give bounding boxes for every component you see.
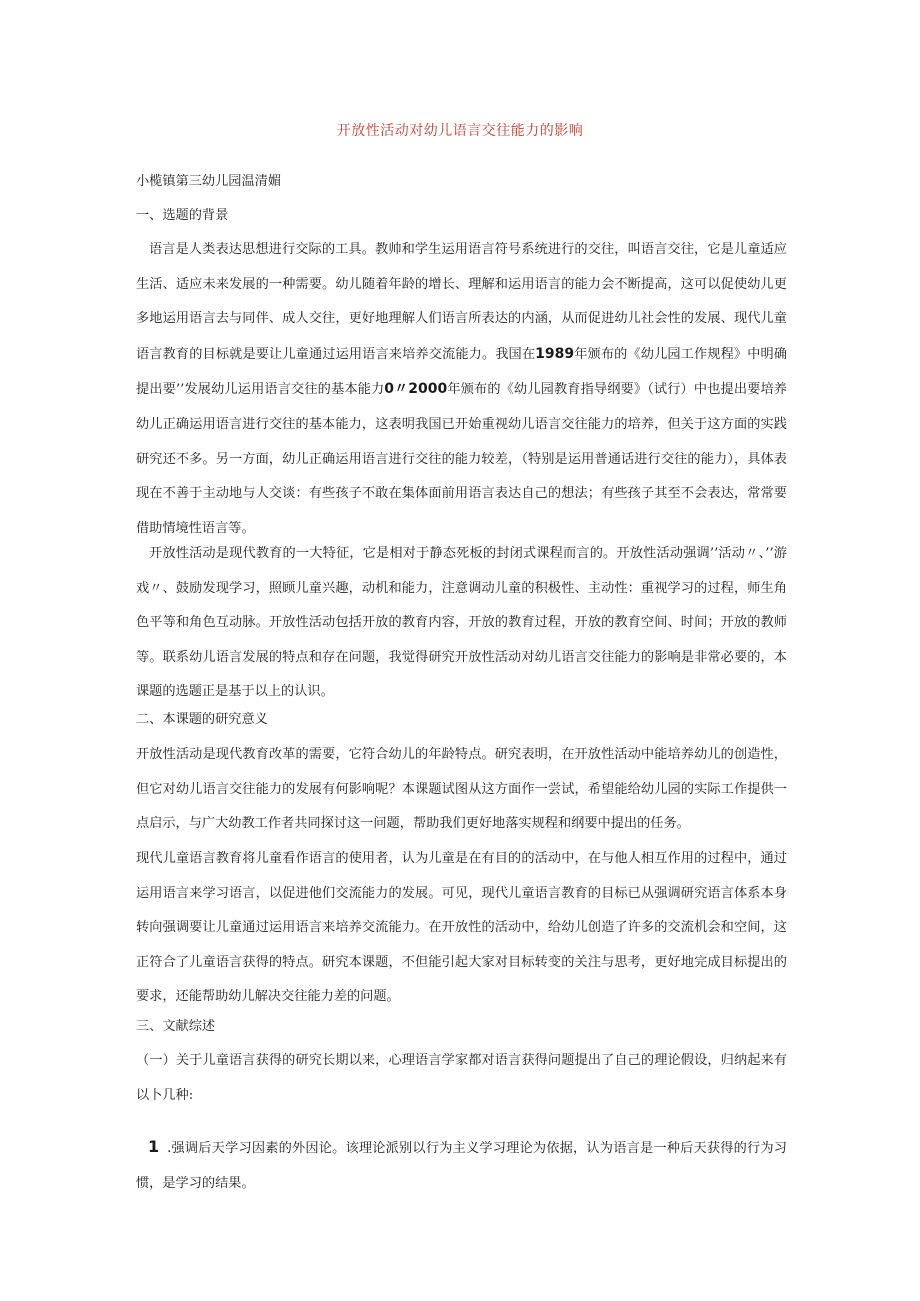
- mark-number: 0〃: [384, 381, 409, 398]
- year-number: 2000: [408, 381, 448, 398]
- paragraph-significance-1: 开放性活动是现代教育改革的需要，它符合幼儿的年龄特点。研究表明，在开放性活动中能培养幼儿的创造性，但它对幼儿语言交往能力的发展有何影响呢？本课题试图从这方面作一尝试，希望能给幼儿园的实际工作提供一点启示，与广大幼教工作者共同探讨这一问题，帮助我们更好地落实规程和纲要中提出的任务。: [136, 747, 787, 832]
- paragraph-text: 年颁布的《幼儿园教育指导纲要》（试行）中也提出要培养幼儿正确运用语言进行交往的基本能力，这表明我国已开始重视幼儿语言交往能力的培养，但关于这方面的实践研究还不多。另一方面，幼儿正确运用语言进行交往的能力较差，（特别是运用普通话进行交往的能力），具体表现在不善于主动地与人交谈：有些孩子不敢在集体面前用语言表达自己的想法；有些孩子其至不会表达，常常要借助情境性语言等。: [136, 382, 787, 536]
- list-item: [136, 1130, 787, 1201]
- paragraph-text: 年颁布的《幼儿园工作规程》中明确提出要’’发展幼儿运用语言交往的基本能力: [136, 346, 788, 398]
- list-item-number: 1: [148, 1137, 160, 1156]
- paragraph-background-2: 开放性活动是现代教育的一大特征，它是相对于静态死板的封闭式课程而言的。开放性活动强调’’活动〃、’’游戏〃、鼓励发现学习，照顾儿童兴趣，动机和能力，注意调动儿童的积极性、主动性：重视学习的过程，师生角色平等和角色互动脉。开放性活动包括开放的教育内容，开放的教育过程，开放的教育空间、时间；开放的教师等。联系幼儿语言发展的特点和存在问题，我觉得研究开放性活动对幼儿语言交往能力的影响是非常必要的，本课题的选题正是基于以上的认识。: [136, 546, 787, 700]
- paragraph-text: 语言是人类表达思想进行交际的工具。教帅和学生运用语言符号系统进行的交往，叫语言交往，它是儿童适应生活、适应未来发展的一种需要。幼儿随着年龄的增长、理解和运用语言的能力会不断提高，这可以促使幼儿更多地运用语言去与同伴、成人交往，更好地理解人们语言所表达的内涵，从而促进幼儿社会性的发展、现代儿童语言教育的目标就是要让儿童通过运用语言来培养交流能力。我国在: [136, 242, 787, 362]
- paragraph-significance-2: 现代儿童语言教育将儿童看作语言的使用者，认为儿童是在有目的的活动中，在与他人相互作用的过程中，通过运用语言来学习语言，以促进他们交流能力的发展。可见，现代儿童语言教育的目标已从强调研究语言体系本身转向强调要让儿童通过运用语言来培养交流能力。在开放性的活动中，给幼儿创造了许多的交流机会和空间，这正符合了儿童语言获得的特点。研究本课题，不但能引起大家对目标转变的关注与思考，更好地完成目标提出的要求，还能帮助幼儿解决交往能力差的问题。: [136, 851, 787, 1005]
- year-number: 1989: [535, 345, 575, 362]
- section-heading-significance: 二、本课题的研究意义: [136, 712, 268, 727]
- section-heading-background: 一、选题的背景: [136, 208, 229, 223]
- list-item-text: .强调后天学习因素的外因论。该理论派别以行为主义学习理论为依据，认为语言是一种后天获得的行为习惯，是学习的结果。: [136, 1141, 787, 1191]
- section-heading-literature: 三、文献综述: [136, 1019, 216, 1034]
- author-line: 小榄镇第三幼儿园温清媚: [136, 174, 282, 189]
- document-title: 开放性活动对幼儿语言交往能力的影响: [336, 123, 584, 139]
- paragraph-background-1: [136, 233, 787, 546]
- paragraph-literature-1: （一）关于儿童语言获得的研究长期以来，心理语言学家都对语言获得问题提出了自己的理论假设，归纳起来有以卜几种:: [136, 1053, 787, 1103]
